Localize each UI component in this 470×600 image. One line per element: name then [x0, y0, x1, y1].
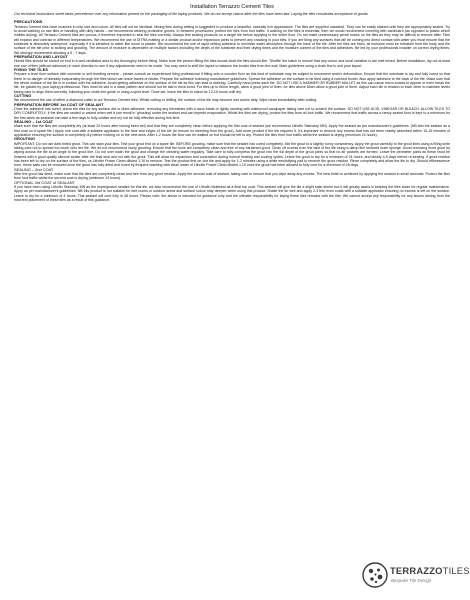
section-body: Humid tiles should be stored on end in a well-ventilated area to dry thoroughly before fixing. Make sure the person fitting the tiles knows what the tiles should like. 'Shuffle' the batch to ensure that any colour and tonal variation is are well mixed. Before installation, lay out at least one row of tiles (without adhesive) in each direction to see if any adjustments need to be made. You may need to shift the layout to balance the border tiles from the wall. Mark guidelines using a chalk line to suit your layout. — [14, 59, 450, 68]
logo-name-bold: TERRAZZO — [390, 565, 443, 576]
section-body: Terrazzo Cement tiles have nuances in chip size and colour. All tiles will not be identical. Mixing tiles during setting is suggested to produce a beautiful, naturally rich appearance. The tiles are supplied unsealed. They can be easily stained until they are appropriately sealed. Try to avoid walking on raw tiles or handling with dirty hands – we recommend wearing protective gloves. In between procedures, protect the tiles from foot traffic. If walking on the tiles is essential, then we would recommend covering with cardboard (as opposed to plastic which inhibits drying). All Terrazzo Cement tiles are porous, it therefore important to seal the tiles correctly. Always test sealing products on a single tile before applying to the entire floor. Do not make unnecessary pencil marks on the tiles as they may be difficult to remove after. Tiles will expand and contract in different temperatures. We recommend the use of DITRA matting or a similar product and/or expansion joints to prevent any cracking in your tiles. If you are tiling any surfaces that will be coming into direct contact with water you must ensure that the substrate is absolutely waterproof, especially if it is sensitive to water like wood or plaster. We recommend the use of rapid setting adhesive to minimise water absorption through the back of the tile. After the tiles are fixed, all moisture must be released from the body and the surface of the tile prior to sealing and grouting. The amount of moisture is dependent on multiple factors including the depth of the substrate and their drying times and the moisture content of the tiles and adhesives. Be led by your professional installer on correct drying times. We strongly recommend allowing a 5 - 7 days. — [14, 24, 450, 55]
disclaimer-notice: Our technical instructions sheet takes precedence over any information printed on the packaging of tile laying products. We do not accept claims after the tiles have been laid. Laying the tiles constitutes acceptance of goods. — [14, 12, 369, 16]
section-body: Make sure that the tiles are completely dry (at least 24 hours after having been set) and that they are completely clean before applying the first coat of sealant (we recommend Lithofin Stainstop MN). Apply the sealant as per manufacturer's guidelines. (NB test the sealant as a first coat on a spare tile.) Apply one coat with a suitable applicator to the face and edges of the tile (to ensure no bleeding from the grout). Add more product if the tile requires it. It's important to remove any excess that has not been readily absorbed within 10-15 minutes of application ensuring the surface is completely dry before moving on to the next area. After 1-2 hours the floor can be walked on but should be left to dry. Protect the tiles from foot traffic whilst the sealant is drying (minimum 24 hours). — [14, 124, 450, 138]
logo-mark-icon — [362, 562, 388, 588]
section-heading: GROUTING — [14, 136, 35, 142]
section-body: Prepare a level floor surface with concrete or self-levelling cement – please consult an experienced tiling professional if fitting onto a wooden floor as this kind of substrate may be subject to movement and/or deformation. Ensure that the substrate is dry and fully cured so that there is no danger of humidity evaporating through the tiles which can leave traces of nitrate. Prepare the adhesive following manufacture guidelines. Spread the adhesive on the surface to be tiled using a notched trowel. Also apply adhesive to the back of the tile. Make sure that the whole surface of the tile is in contact with the adhesive. Avoid getting adhesive on the surface of the tile as this can lead to staining. Carefully hand-press each tile. DO NOT USE A HAMMER OR RUBBER MALLET as this can cause micro-cracks to appear or even break the tile- be guided by your laying professional. Tiles must be laid in a stack pattern and should not be laid in brick-bond. For tiles up to 60cm length, allow a grout joint of 3mm, for tiles above 60cm allow a grout joint of 5mm. Adjust each tile in relation to each other to maintain levels taking care to align them correctly, following your chalk line guide or using a spirit level. Once set, leave the tiles to stand for 12-15 hours until dry. — [14, 72, 450, 94]
terrazzo-tiles-logo — [362, 560, 470, 590]
section-body: IMPORTANT: Do not use dark tinted grout. This can stain your tiles. Test your grout first on a spare tile. BEFORE grouting, make sure that the sealant has cured completely. Mix the grout to a slightly runny consistency. Apply the grout carefully to the grout lines using a filling knife taking care not to spread too much onto the tile. We do not recommend slurry grouting. Ensure that the tools are completely clean and free of any hardened grout. Clean off excess from the face of the tile using a damp fine textured foam sponge. Avoid removing most grout by wiping across the tile at an angle to the grout line. Do not over wash the grout and change the cleaning water regularly. Take care to fully compress the grout into the full depth of the grout joints so that no air pockets are formed. Leave the perimeter joints as these must be finished with a good quality silicone sealer after the final seal and not with the grout. This will allow for expansion and contraction during normal heating and cooling cycles. Leave the grout to dry for a minimum of 24 hours, and ideally 4-5 days before re-sealing. If grout residue has been left to dry on the surface of the tiles, us Lithofin Power Clean diluted 1:10 to remove. Test the product first on one tile and apply for 1-2 minutes using a white emulsifying pad to remove the grout residue. Rinse completely and allow the tile to dry. Should efflorescence form, these salts can be removed once the grout has fully dried and cured by frequent washing with clean water of Lithofin Power Clean diluted 1:10 once the grout has been allowed to fully cure for a minimum of 28 days. — [14, 141, 450, 168]
section-heading: FIXING THE TILES — [14, 67, 48, 73]
section-body: After the grout has dried, make sure that the tiles are completely clean and free from any grout residue. Apply the second coat of sealant, taking care to ensure that you wipe away any excess. The best finish is achieved by applying the sealant in small amounts. Protect the tiles from foot traffic whilst the second coat is drying (minimum 24 hours). — [14, 172, 450, 181]
logo-name-light: TILES — [442, 565, 470, 576]
section-body: If you have been using Lithofin Stainstop MN as the impregnator/ sealant for this tile, we also recommend the use of Lithofin Multiseal as a final top coat. This sealant will give the tile a slight satin sheen but it will greatly assist in keeping the tiles clean for regular maintenance. Apply as per manufacturer's guidelines. NB this product is not suitable for wet rooms or outdoor areas and surface colour may deepen when using this product. Shake the tin well and apply 2-3 thin even coats with a suitable applicator ensuring no excess is left on the surface. Leave to dry for a minimum of 4 hours. This sealant will cure fully in 48 hours. Please note; the above is intended for guidance only and the ultimate responsibility for laying these tiles remains with the tiler. We cannot accept any responsibility for any issues arising from the incorrect placement of these tiles as a result of this guidance. — [14, 185, 450, 203]
section-heading: SEALING – 2nd COAT — [14, 166, 54, 172]
section-body: Once the adhesive has cured, check the tiles for any surface dirt or dried adhesive, removing any blemishes with a razor blade or lightly sanding with waterproof sandpaper taking care not to scratch the surface. DO NOT USE ACID, VINEGAR OR BLEACH. ALLOW TILES TO DRY COMPLETELY. If the tiles are sealed or waxed when wet it can result in 'ghosting' under the sealant and can impede evaporation. Whilst the tiles are drying, protect the tiles from all foot traffic. We recommend that traffic across a newly sealed floor is kept to a minimum for the first week as sealants can take a few days to fully oxidise and my not be fully effective during this time. — [14, 107, 450, 120]
instruction-sheet — [14, 4, 450, 202]
section-heading: PREPARATION AND LAYOUT — [14, 54, 68, 59]
logo-wordmark — [390, 565, 470, 576]
page-title: Installation Terrazzo Cement Tiles — [190, 4, 274, 10]
section-precautions — [14, 20, 450, 55]
logo-tagline: Bespoke Tile Design — [391, 578, 432, 583]
section-optional-third-coat — [14, 181, 450, 203]
section-body: We recommend the use of either a diamond cutter to cut Terrazzo Cement tiles. Whilst cutting or drilling, the surface of the tile may become wet and/or dirty. Wipe clean immediately after cutting. — [14, 98, 318, 103]
section-heading: CUTTING — [14, 93, 32, 98]
section-heading: OPTIONAL 3rd COAT of SEALANT — [14, 179, 75, 185]
section-heading: PREPARATION BEFORE 1st COAT OF SEALANT — [14, 101, 104, 107]
section-fixing-tiles — [14, 68, 450, 94]
section-heading: PRECAUTIONS — [14, 19, 43, 25]
section-sealing-first-coat — [14, 120, 450, 137]
section-preparation-sealant — [14, 103, 450, 120]
section-grouting — [14, 137, 450, 167]
section-heading: SEALING – 1st COAT — [14, 119, 54, 125]
section-sealing-second-coat — [14, 168, 450, 181]
section-preparation-layout — [14, 55, 450, 68]
